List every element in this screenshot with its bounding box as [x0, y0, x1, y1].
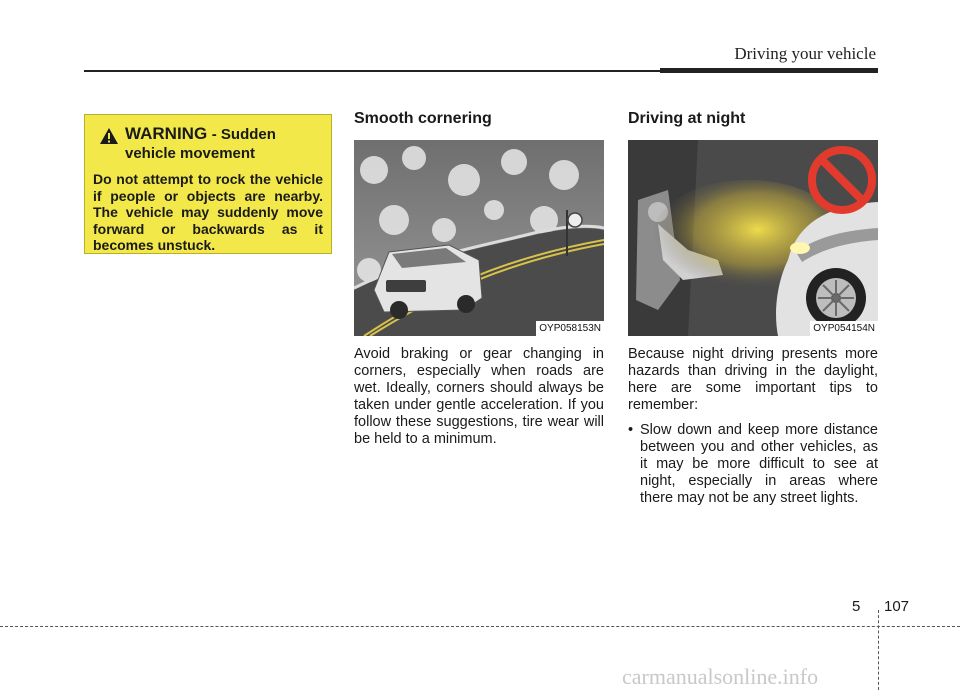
header-rule-accent	[660, 68, 878, 73]
smooth-cornering-title: Smooth cornering	[354, 110, 492, 127]
warning-text: Do not attempt to rock the vehicle if people or objects are nearby. The vehicle may suddenly move forward or backwards as it becomes unstuck.	[93, 171, 323, 253]
cornering-illustration	[354, 140, 604, 336]
footer-rule	[0, 626, 960, 627]
footer-divider	[878, 610, 879, 690]
figure-code: OYP054154N	[810, 321, 878, 336]
warning-header	[93, 125, 323, 163]
warning-heading: WARNING	[125, 124, 208, 143]
page-number: 107	[884, 598, 910, 615]
warning-subheading: - Sudden vehicle movement	[125, 126, 276, 162]
smooth-cornering-text: Avoid braking or gear changing in corners, especially when roads are wet. Ideally, corners should always be taken under gentle acceleration. If you follow these suggestions, tire wear will be held to a minimum.	[354, 346, 604, 447]
watermark: carmanualsonline.info	[622, 664, 819, 689]
driving-at-night-title: Driving at night	[628, 110, 746, 127]
figure-code: OYP058153N	[536, 321, 604, 336]
headlight-glare-image	[628, 140, 878, 336]
running-header: Driving your vehicle	[734, 44, 876, 63]
tip-list-item	[628, 422, 878, 507]
driving-at-night-intro: Because night driving presents more hazards than driving in the daylight, here are some important tips to remember:	[628, 346, 878, 413]
warning-triangle-icon	[99, 127, 119, 145]
minivan-on-curve-image	[354, 140, 604, 336]
bullet-icon: •	[628, 422, 634, 438]
night-driving-illustration	[628, 140, 878, 336]
warning-title	[125, 125, 323, 163]
driving-at-night-section	[628, 110, 878, 507]
chapter-number: 5	[852, 598, 861, 615]
smooth-cornering-section	[354, 110, 604, 448]
tip-text: Slow down and keep more distance between you and other vehicles, as it may be more difficult to see at night, especially in areas where there may not be any street lights.	[640, 422, 878, 506]
warning-box	[84, 114, 332, 254]
